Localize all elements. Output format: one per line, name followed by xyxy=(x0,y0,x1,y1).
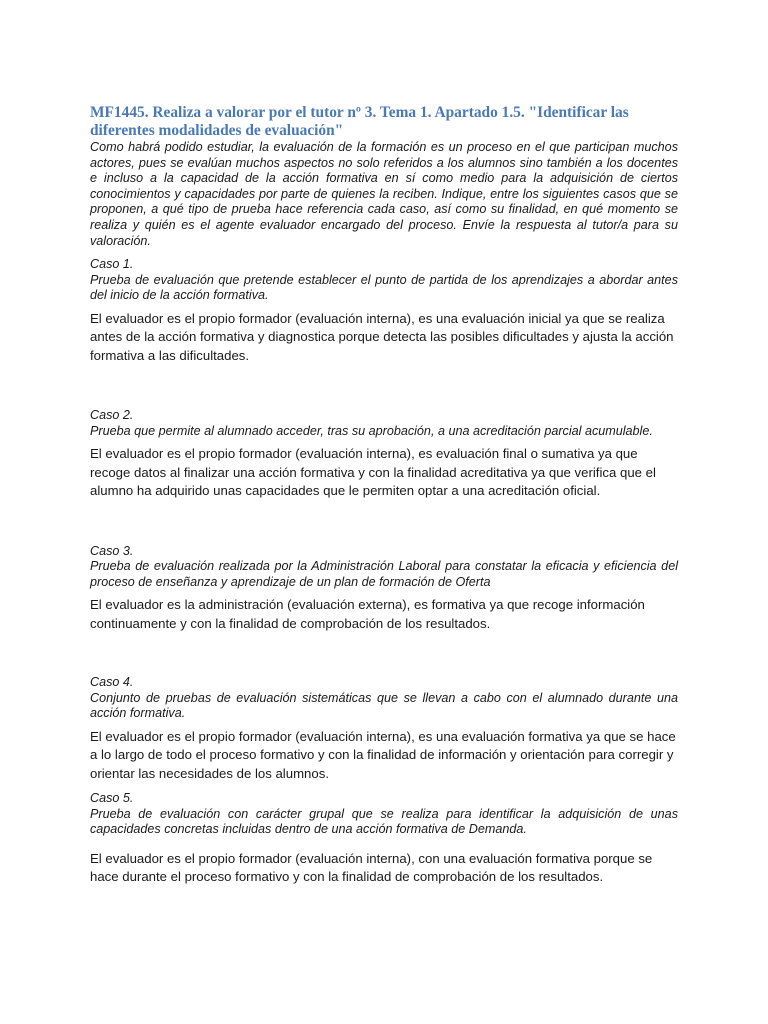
case-prompt: Prueba de evaluación realizada por la Administración Laboral para constatar la eficacia y eficiencia del proceso de enseñanza y aprendizaje de un plan de formación de Oferta xyxy=(90,559,678,589)
case-4 xyxy=(90,675,678,783)
case-prompt: Prueba que permite al alumnado acceder, tras su aprobación, a una acreditación parcial acumulable. xyxy=(90,423,653,438)
case-label: Caso 4. xyxy=(90,675,134,690)
case-1 xyxy=(90,257,678,365)
case-3 xyxy=(90,544,678,634)
document-page xyxy=(90,104,678,887)
case-answer: El evaluador es el propio formador (evaluación interna), con una evaluación formativa porque se hace durante el proceso formativo y con la finalidad de comprobación de los resultados. xyxy=(90,850,653,885)
case-answer: El evaluador es el propio formador (evaluación interna), es evaluación final o sumativa ya que recoge datos al finalizar una acción formativa y con la finalidad acreditativa ya que verifica que el alumno ha adquirido unas capacidades que le permiten optar a una acreditación oficial. xyxy=(90,446,656,499)
case-answer: El evaluador es el propio formador (evaluación interna), es una evaluación formativa ya que se hace a lo largo de todo el proceso formativo y con la finalidad de información y orientación para corregir y orientar las necesidades de los alumnos. xyxy=(90,728,676,781)
case-prompt: Prueba de evaluación que pretende establecer el punto de partida de los aprendizajes a abordar antes del inicio de la acción formativa. xyxy=(90,272,678,303)
case-label: Caso 1. xyxy=(90,257,134,272)
case-2 xyxy=(90,408,678,500)
case-5 xyxy=(90,791,678,887)
case-label: Caso 3. xyxy=(90,543,134,558)
case-label: Caso 5. xyxy=(90,791,134,806)
case-prompt: Prueba de evaluación con carácter grupal que se realiza para identificar la adquisición de unas capacidades concretas incluidas dentro de una acción formativa de Demanda. xyxy=(90,806,678,837)
case-answer: El evaluador es el propio formador (evaluación interna), es una evaluación inicial ya que se realiza antes de la acción formativa y diagnostica porque detecta las posibles dificultades y ajusta la acción formativa a las dificultades. xyxy=(90,310,674,363)
document-title: MF1445. Realiza a valorar por el tutor nº 3. Tema 1. Apartado 1.5. "Identificar las diferentes modalidades de evaluación" xyxy=(90,104,629,139)
case-answer: El evaluador es la administración (evaluación externa), es formativa ya que recoge información continuamente y con la finalidad de comprobación de los resultados. xyxy=(90,597,645,631)
intro-paragraph: Como habrá podido estudiar, la evaluación de la formación es un proceso en el que participan muchos actores, pues se evalúan muchos aspectos no solo referidos a los alumnos sino también a los docentes e incluso a la capacidad de la acción formativa en sí como medio para la adquisición de ciertos conocimientos y capacidades por parte de quienes la reciben. Indique, entre los siguientes casos que se proponen, a qué tipo de prueba hace referencia cada caso, así como su finalidad, en qué momento se realiza y quién es el agente evaluador encargado del proceso. Envíe la respuesta al tutor/a para su valoración. xyxy=(90,140,678,248)
case-label: Caso 2. xyxy=(90,408,134,423)
case-prompt: Conjunto de pruebas de evaluación sistemáticas que se llevan a cabo con el alumnado durante una acción formativa. xyxy=(90,690,678,721)
